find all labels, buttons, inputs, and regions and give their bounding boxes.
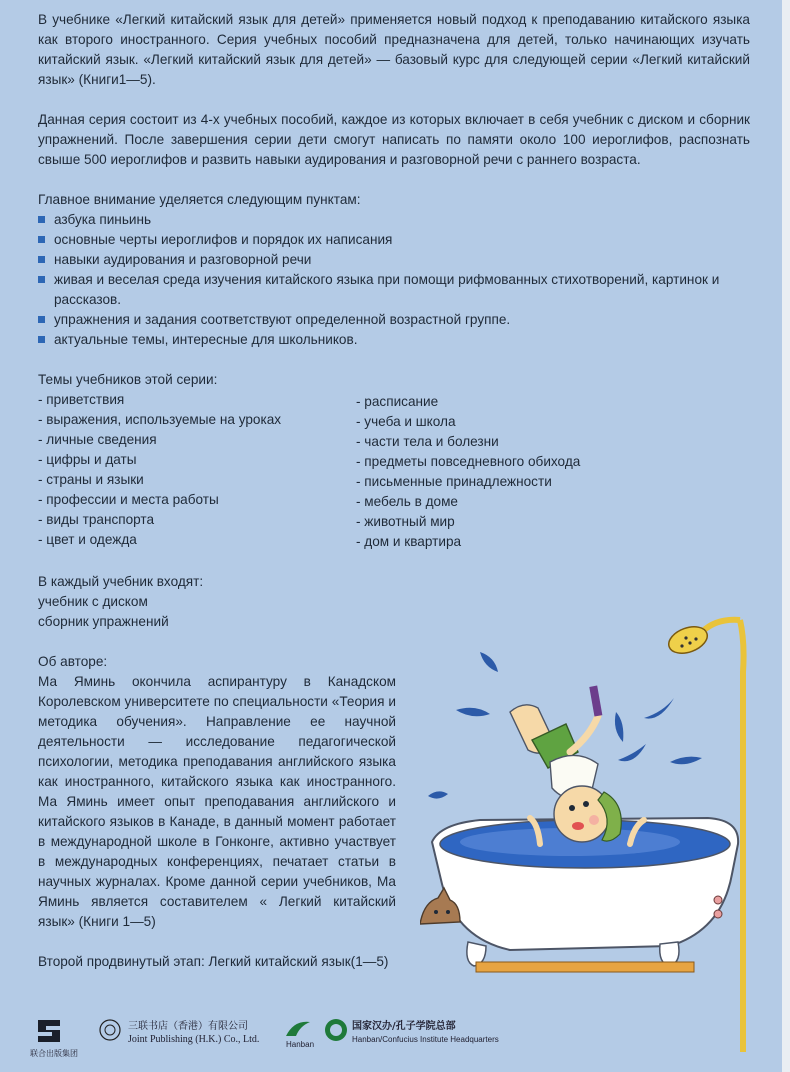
hanban-name-en: Hanban/Confucius Institute Headquarters [352,1035,499,1044]
bathtub-illustration [420,612,790,1062]
intro-paragraph-2: Данная серия состоит из 4-х учебных пособий, каждое из которых включает в себя учебник с диском и сборник упражнений. После завершения серии дети смогут написать по памяти около 100 иероглифов, распознать свыше 500 иероглифов и развить навыки аудирования и разговорной речи с раннего возраста. [38,112,750,167]
author-heading: Об авторе: [38,654,108,669]
second-stage-note: Второй продвинутый этап: Легкий китайский язык(1—5) [38,954,389,969]
list-item: актуальные темы, интересные для школьников. [38,330,750,350]
hanban-label: Hanban [286,1040,315,1049]
topics-heading: Темы учебников этой серии: [38,372,218,387]
hanban-name-cn: 国家汉办/孔子学院总部 [352,1021,456,1032]
list-item: - учеба и школа [356,414,456,429]
author-bio: Ма Яминь окончила аспирантуру в Канадском Королевском университете по специальности «Теория и методика обучения». Направление ее научной деятельности — исследование педагогической психологии, методика преподавания английского языка как иностранного, китайского языка как иностранного. Ма Яминь имеет опыт преподавания английского и китайского языков в Канаде, в данный момент работает в международной школе в Гонконге, активно участвует в международных конференциях, печатает статьи в научных журналах. Кроме данной серии учебников, Ма Яминь является составителем « Легкий китайский язык» (Книги 1—5) [38,674,396,929]
list-item: - приветствия [38,392,125,407]
list-item: - мебель в доме [356,494,458,509]
list-item: - виды транспорта [38,512,155,527]
list-item: живая и веселая среда изучения китайского языка при помощи рифмованных стихотворений, картинок и рассказов. [38,270,750,310]
focus-list [38,210,750,350]
list-item: - цифры и даты [38,452,137,467]
joint-publishing-emblem-icon [98,1018,122,1042]
list-item: - профессии и места работы [38,492,219,507]
list-item: - личные сведения [38,432,157,447]
topics-right-column [356,390,580,552]
focus-heading: Главное внимание уделяется следующим пунктам: [38,192,361,207]
list-item: навыки аудирования и разговорной речи [38,250,750,270]
hanban-logo-icon [284,1018,312,1040]
intro-paragraph-1: В учебнике «Легкий китайский язык для детей» применяется новый подход к преподаванию китайского языка как второго иностранного. Серия учебных пособий предназначена для детей, только начинающих изучать китайский язык. «Легкий китайский язык для детей» — базовый курс для следующей серии «Легкий китайский язык» (Книги1—5). [38,12,750,87]
publisher-group-logo-icon [34,1016,64,1046]
list-item: основные черты иероглифов и порядок их написания [38,230,750,250]
list-item: - страны и языки [38,472,144,487]
list-item: учебник с диском [38,594,148,609]
topics-left-column [38,390,356,552]
joint-publishing-name-cn: 三联书店（香港）有限公司 [128,1021,248,1032]
topics-columns [38,390,750,552]
publisher-group-name: 联合出版集团 [30,1049,78,1058]
list-item: сборник упражнений [38,614,169,629]
shower-pipe [740,620,744,1052]
list-item: - животный мир [356,514,455,529]
list-item: - цвет и одежда [38,532,137,547]
list-item: - части тела и болезни [356,434,499,449]
joint-publishing-name-en: Joint Publishing (H.K.) Co., Ltd. [128,1034,260,1045]
list-item: - письменные принадлежности [356,474,552,489]
list-item: азбука пиньинь [38,210,750,230]
list-item: - расписание [356,394,439,409]
list-item: упражнения и задания соответствуют определенной возрастной группе. [38,310,750,330]
list-item: - предметы повседневного обихода [356,454,581,469]
list-item: - выражения, используемые на уроках [38,412,282,427]
list-item: - дом и квартира [356,534,462,549]
contents-heading: В каждый учебник входят: [38,574,204,589]
confucius-institute-emblem-icon [324,1018,348,1042]
